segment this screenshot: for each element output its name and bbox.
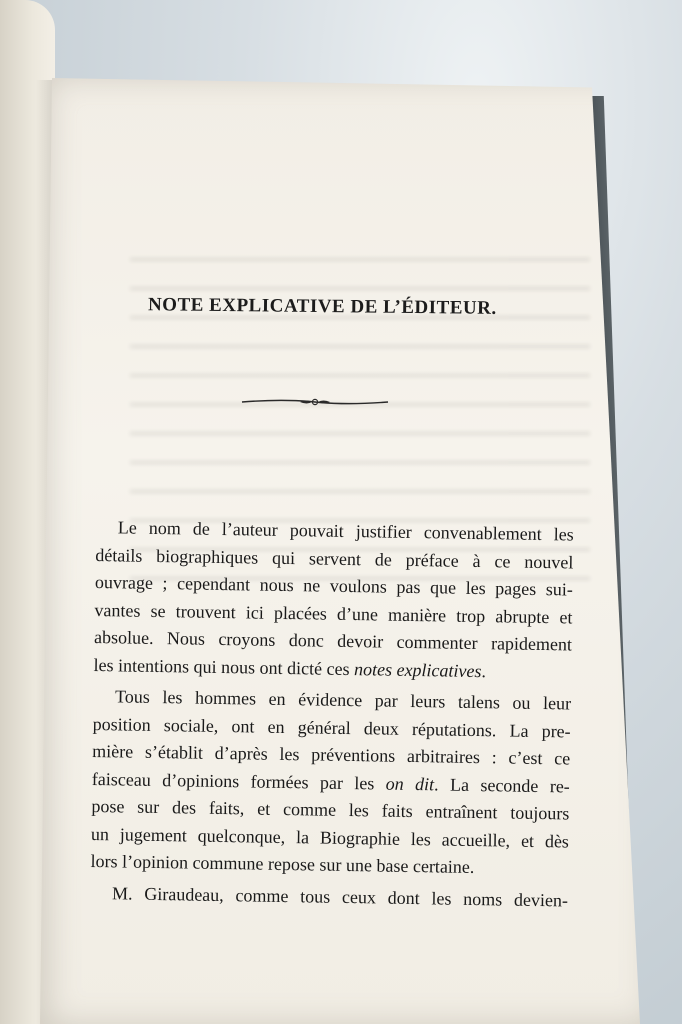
- text-fragment: faisceau d’opinions formées par les: [91, 768, 386, 794]
- text-line: ouvrage ; cependant nous ne voulons pas que les pages sui-: [94, 571, 574, 600]
- body-text: [90, 514, 574, 914]
- ornament-rule-icon: [240, 394, 390, 410]
- text-line: M. Giraudeau, comme tous ceux dont les noms devien-: [111, 882, 569, 910]
- text-line: absolue. Nous croyons donc devoir commenter rapidement: [93, 626, 573, 655]
- text-line: détails biographiques qui servent de préface à ce nouvel: [95, 544, 574, 573]
- text-line: pose sur des faits, et comme les faits entraînent toujours: [91, 795, 570, 824]
- text-line: lors l’opinion commune repose sur une base certaine.: [90, 850, 475, 877]
- paragraph-1: [93, 514, 574, 686]
- text-line: un jugement quelconque, la Biographie les accueille, et dès: [90, 823, 570, 851]
- italic-text: notes explicatives: [353, 658, 482, 681]
- text-line: Le nom de l’auteur pouvait justifier convenablement les: [117, 517, 574, 545]
- text-fragment: les intentions qui nous ont dicté ces: [93, 654, 355, 679]
- text-line: mière s’établit d’après les préventions arbitraires : c’est ce: [92, 740, 571, 769]
- text-line: vantes se trouvent ici placées d’une manière trop abrupte et: [94, 599, 573, 627]
- paragraph-2: [90, 683, 571, 883]
- text-fragment: . La seconde re-: [433, 773, 570, 796]
- text-line: position sociale, ont en général deux réputations. La pre-: [92, 713, 571, 741]
- page-title: NOTE EXPLICATIVE DE L’ÉDITEUR.: [147, 294, 497, 319]
- text-line: Tous les hommes en évidence par leurs talens ou leur: [114, 686, 572, 714]
- italic-text: on dit: [385, 773, 435, 794]
- text-fragment: .: [481, 660, 487, 681]
